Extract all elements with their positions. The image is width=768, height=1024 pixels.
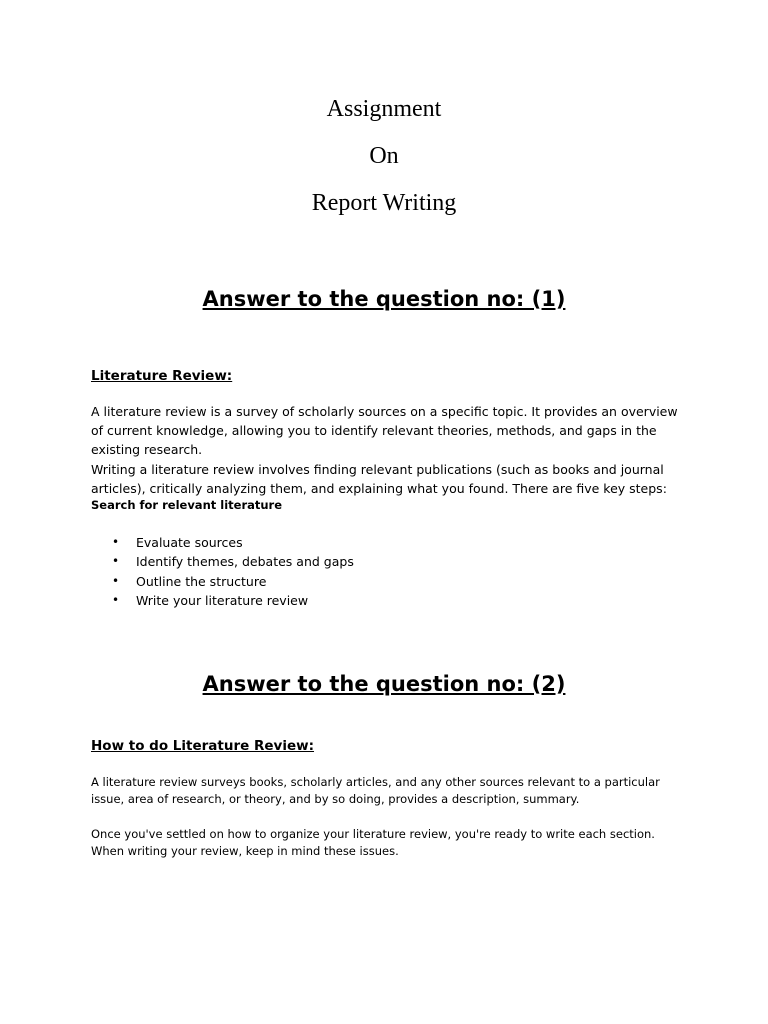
section-1-bold-line: Search for relevant literature (91, 498, 283, 512)
list-item (91, 572, 591, 591)
bullet-icon: • (112, 554, 120, 569)
section-2-subheading: How to do Literature Review: (91, 738, 315, 754)
section-1-paragraph-1: A literature review is a survey of scholarly sources on a specific topic. It provides an overview of current knowledge, allowing you to identify relevant theories, methods, and gaps in the existing research. (91, 404, 678, 457)
bullet-icon: • (112, 592, 120, 607)
section-1-paragraph-2: Writing a literature review involves finding relevant publications (such as books and journal articles), critically analyzing them, and explaining what you found. There are five key steps: (91, 462, 667, 496)
list-item (91, 552, 591, 571)
list-item (91, 591, 591, 610)
section-1-subheading: Literature Review: (91, 368, 233, 384)
section-2-paragraph-2: Once you've settled on how to organize your literature review, you're ready to write each section. When writing your review, keep in mind these issues. (91, 827, 655, 858)
list-item-text: Identify themes, debates and gaps (136, 554, 354, 570)
title-line-3: Report Writing (311, 190, 457, 216)
bullet-icon: • (112, 535, 120, 549)
section-2-paragraph-1: A literature review surveys books, scholarly articles, and any other sources relevant to a particular issue, area of research, or theory, and by so doing, provides a description, summary. (91, 775, 660, 806)
list-item-text: Evaluate sources (136, 535, 243, 550)
list-item-text: Outline the structure (136, 573, 267, 589)
title-line-1: Assignment (326, 96, 442, 122)
list-item (91, 533, 591, 552)
title-line-2: On (369, 143, 399, 169)
steps-list (91, 533, 591, 610)
section-2-heading: Answer to the question no: (2) (202, 672, 566, 696)
section-1-heading: Answer to the question no: (1) (202, 287, 566, 311)
bullet-icon: • (112, 573, 120, 588)
list-item-text: Write your literature review (136, 592, 309, 608)
